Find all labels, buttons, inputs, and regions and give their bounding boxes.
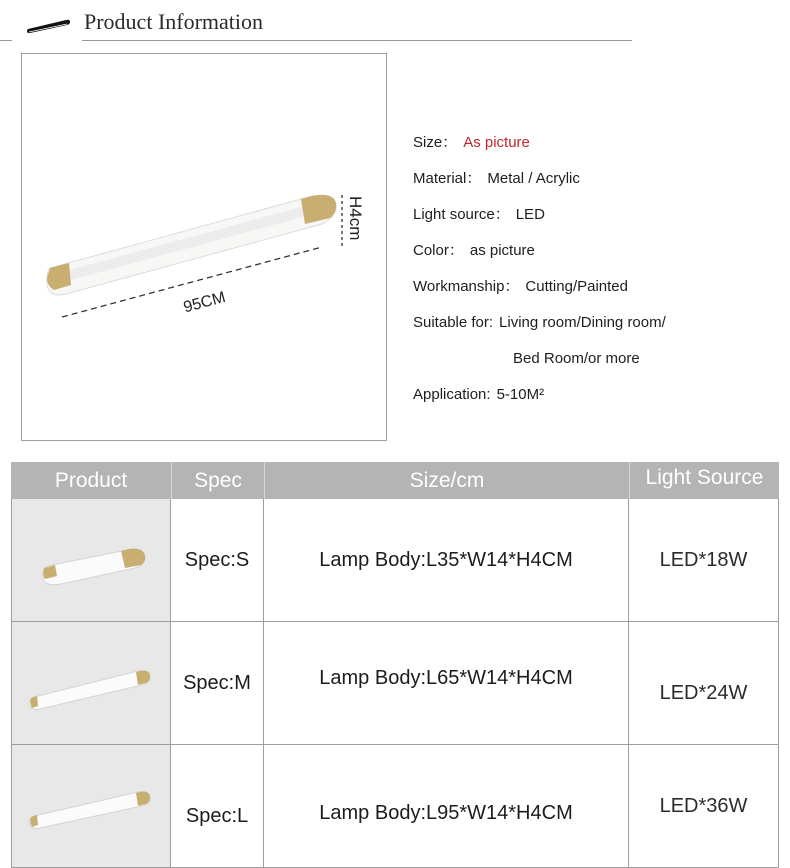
length-dimension-label: 95CM: [181, 288, 228, 317]
lamp-dimension-illustration: [22, 54, 386, 440]
spec-suitable-for: Suitable for: Living room/Dining room/: [413, 314, 666, 331]
spec-cell-s: Spec:S: [171, 499, 264, 622]
page-title: Product Information: [84, 9, 264, 34]
lamp-m-image: [26, 653, 156, 713]
spec-color: Color： as picture: [413, 242, 535, 259]
height-dimension-label: H4cm: [346, 196, 365, 241]
spec-light-source: Light source： LED: [413, 206, 545, 223]
header-divider-right: [82, 40, 632, 41]
spec-workmanship: Workmanship： Cutting/Painted: [413, 278, 628, 295]
product-hero-image: [21, 53, 387, 441]
spec-application: Application: 5-10M²: [413, 386, 545, 403]
spec-table: [11, 462, 779, 868]
spec-size: Size： As picture: [413, 134, 530, 151]
size-cell-s: Lamp Body:L35*W14*H4CM: [264, 499, 629, 622]
size-cell-m: Lamp Body:L65*W14*H4CM: [264, 622, 629, 745]
header-divider-left: [0, 40, 12, 41]
column-header-light-source: Light Source: [629, 462, 779, 499]
light-cell-m: LED*24W: [629, 622, 779, 745]
spec-cell-m: Spec:M: [171, 622, 264, 745]
size-cell-l: Lamp Body:L95*W14*H4CM: [264, 745, 629, 868]
ceiling-lamp-icon: [26, 16, 72, 34]
spec-cell-l: Spec:L: [171, 745, 264, 868]
product-thumbnail-l: [11, 745, 171, 868]
lamp-l-image: [26, 776, 156, 836]
column-header-spec: Spec: [171, 462, 264, 499]
product-thumbnail-s: [11, 499, 171, 622]
product-thumbnail-m: [11, 622, 171, 745]
light-cell-l: LED*36W: [629, 745, 779, 868]
spec-suitable-for-cont: Bed Room/or more: [513, 350, 640, 367]
column-header-size: Size/cm: [264, 462, 629, 499]
lamp-s-image: [31, 530, 151, 590]
column-header-product: Product: [11, 462, 171, 499]
light-cell-s: LED*18W: [629, 499, 779, 622]
spec-material: Material： Metal / Acrylic: [413, 170, 580, 187]
section-header: [0, 0, 790, 45]
